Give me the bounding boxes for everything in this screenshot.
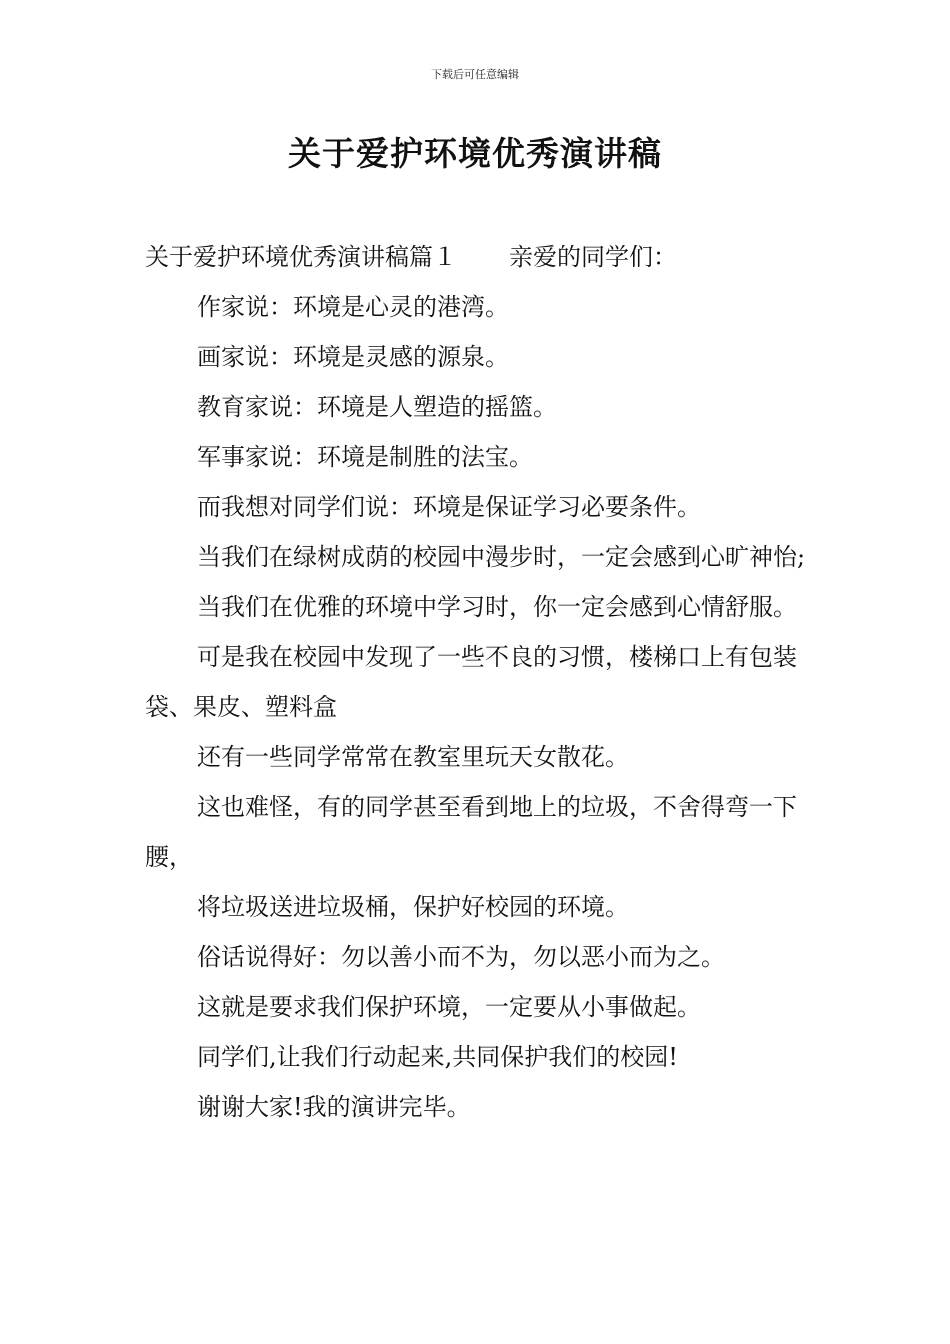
document-title: 关于爱护环境优秀演讲稿 bbox=[288, 134, 662, 173]
paragraph: 作家说：环境是心灵的港湾。 bbox=[197, 293, 509, 321]
paragraph: 教育家说：环境是人塑造的摇篮。 bbox=[197, 393, 557, 421]
paragraph: 可是我在校园中发现了一些不良的习惯，楼梯口上有包装袋、果皮、塑料盒 bbox=[145, 643, 797, 721]
speech-body bbox=[145, 232, 810, 1132]
paragraph: 军事家说：环境是制胜的法宝。 bbox=[197, 443, 533, 471]
paragraph: 还有一些同学常常在教室里玩天女散花。 bbox=[197, 743, 629, 771]
paragraph: 当我们在绿树成荫的校园中漫步时，一定会感到心旷神怡; bbox=[197, 543, 806, 571]
header-note: 下载后可任意编辑 bbox=[431, 68, 519, 81]
paragraph: 同学们,让我们行动起来,共同保护我们的校园! bbox=[197, 1043, 678, 1071]
section-heading: 关于爱护环境优秀演讲稿篇１ bbox=[145, 243, 457, 271]
paragraph: 而我想对同学们说：环境是保证学习必要条件。 bbox=[197, 493, 701, 521]
paragraph: 将垃圾送进垃圾桶，保护好校园的环境。 bbox=[197, 893, 629, 921]
paragraph: 谢谢大家!我的演讲完毕。 bbox=[197, 1093, 471, 1121]
paragraph: 当我们在优雅的环境中学习时，你一定会感到心情舒服。 bbox=[197, 593, 797, 621]
greeting: 亲爱的同学们： bbox=[509, 243, 677, 271]
paragraph: 俗话说得好：勿以善小而不为，勿以恶小而为之。 bbox=[197, 943, 725, 971]
paragraph: 画家说：环境是灵感的源泉。 bbox=[197, 343, 509, 371]
first-line bbox=[145, 232, 810, 282]
paragraph: 这也难怪，有的同学甚至看到地上的垃圾，不舍得弯一下腰， bbox=[145, 793, 797, 871]
paragraph: 这就是要求我们保护环境，一定要从小事做起。 bbox=[197, 993, 701, 1021]
